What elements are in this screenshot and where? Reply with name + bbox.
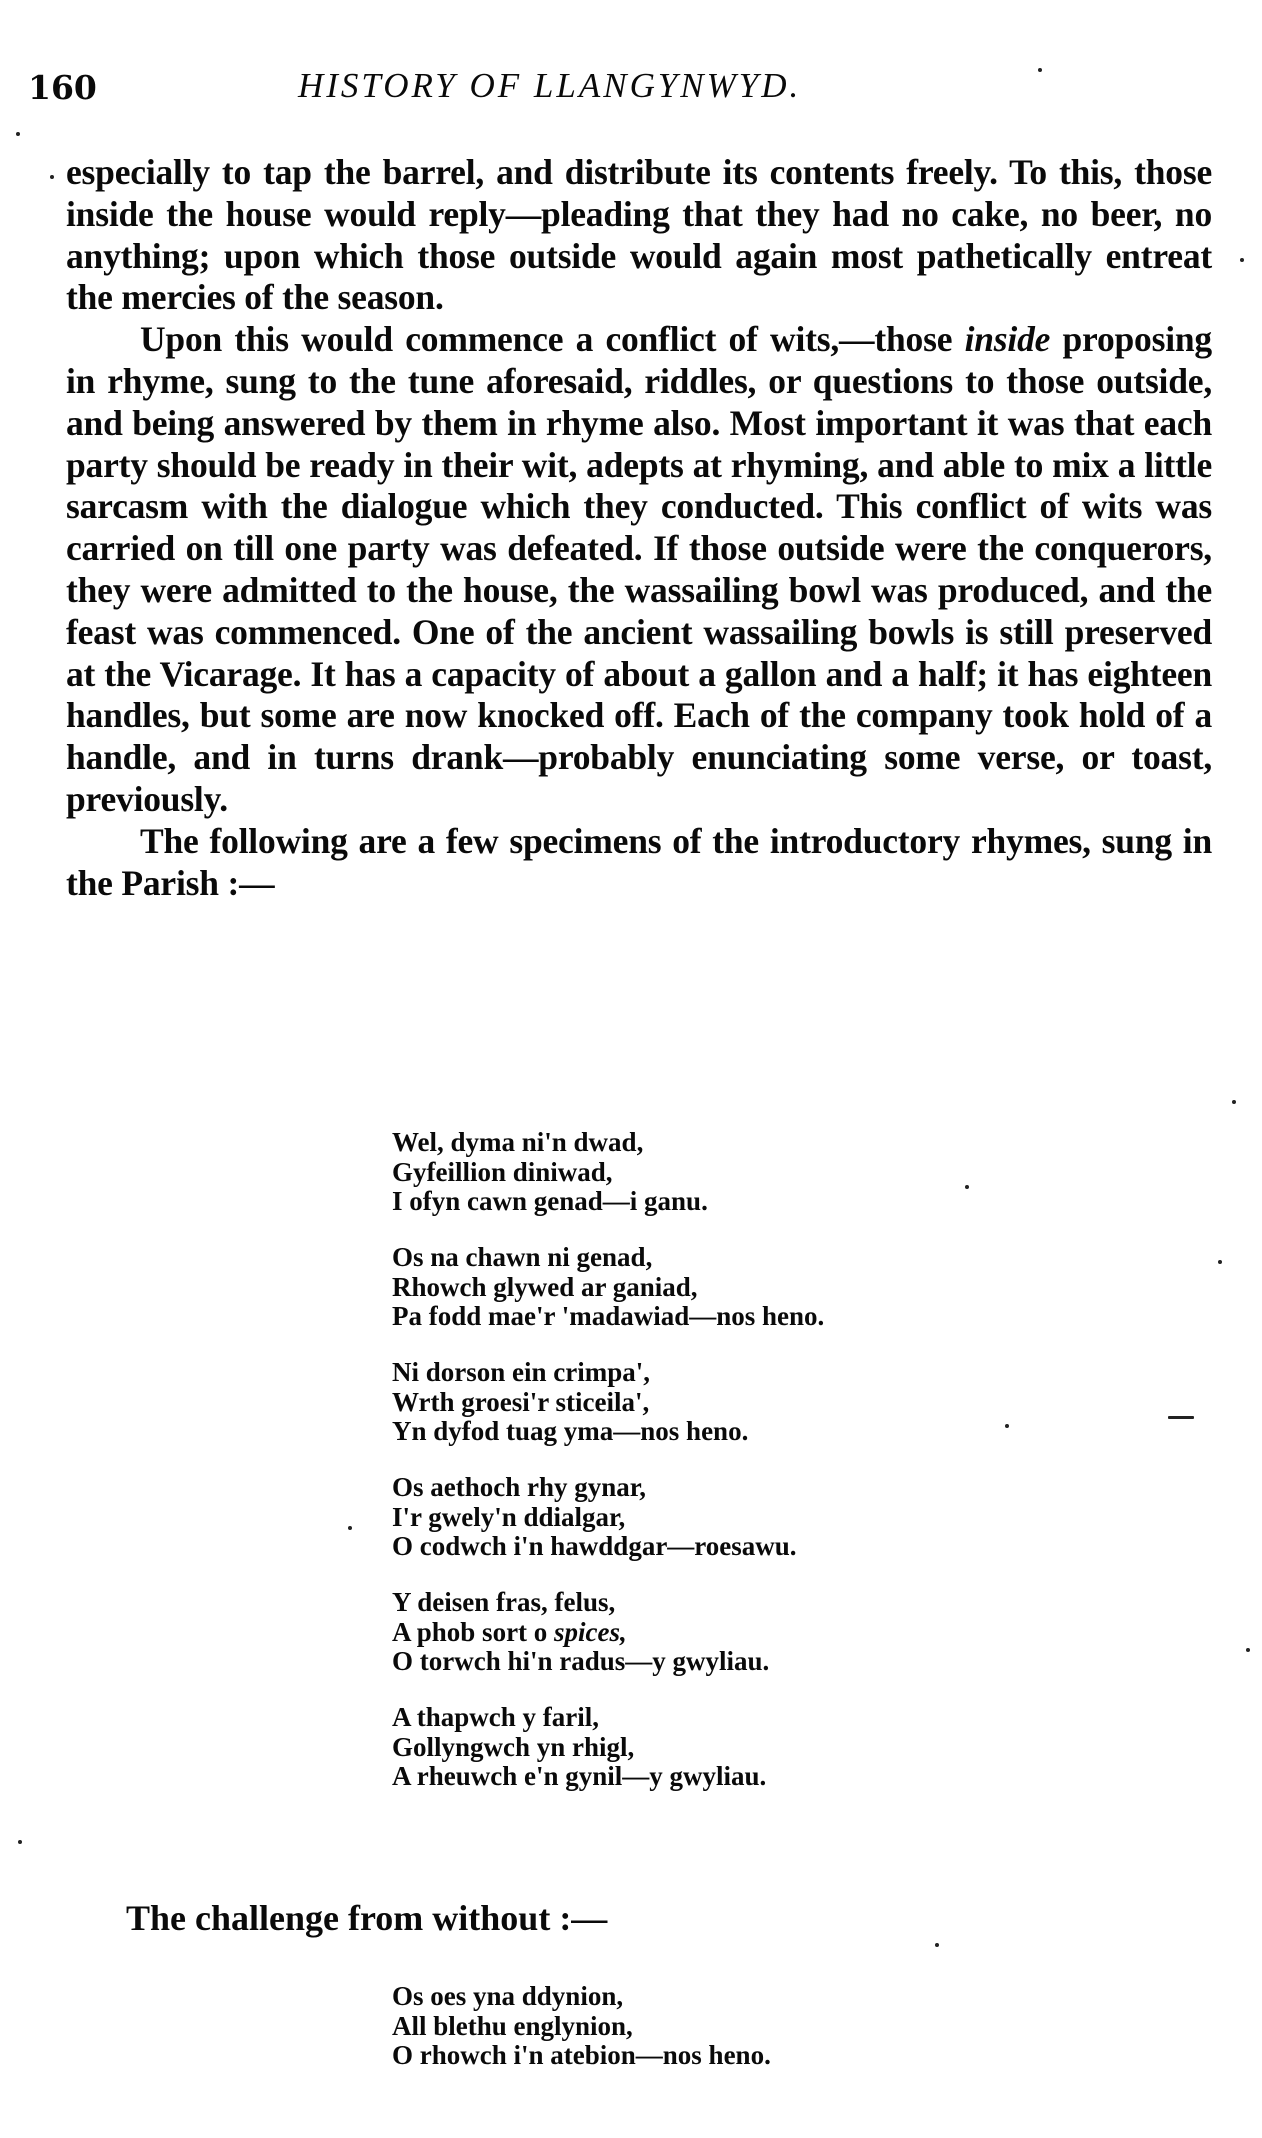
paragraph-1: especially to tap the barrel, and distribute its contents freely. To this, those inside the house would reply—pleading that they had no cake, no beer, no anything; upon which those outside would again most pathetically entreat the mercies of the season. bbox=[66, 152, 1212, 318]
verse-line: Os oes yna ddynion, bbox=[392, 1981, 624, 2011]
stanza-1 bbox=[392, 1128, 824, 1217]
introductory-rhymes bbox=[392, 1128, 824, 1818]
verse-line: Gollyngwch yn rhigl, bbox=[392, 1731, 635, 1762]
scan-speck bbox=[348, 1526, 352, 1530]
verse-line: I ofyn cawn genad—i ganu. bbox=[392, 1186, 708, 1216]
verse-line: O torwch hi'n radus—y gwyliau. bbox=[392, 1646, 770, 1676]
verse-line: Pa fodd mae'r 'madawiad—nos heno. bbox=[392, 1301, 825, 1331]
challenge-heading: The challenge from without :— bbox=[126, 1898, 608, 1938]
paragraph-2 bbox=[66, 319, 1212, 821]
verse-line bbox=[392, 1618, 824, 1648]
challenge-verses bbox=[392, 1982, 771, 2071]
scan-speck bbox=[1038, 68, 1042, 72]
verse-line: O rhowch i'n atebion—nos heno. bbox=[392, 2040, 771, 2070]
body-text bbox=[66, 152, 1212, 904]
scan-speck bbox=[1246, 1648, 1250, 1652]
verse-line: Rhowch glywed ar ganiad, bbox=[392, 1271, 698, 1302]
paragraph-2-lead: Upon this would commence a conflict of wits,—those bbox=[140, 319, 953, 360]
scan-speck bbox=[935, 1943, 939, 1947]
verse-line: Gyfeillion diniwad, bbox=[392, 1156, 613, 1187]
stanza-5 bbox=[392, 1588, 824, 1677]
page-header bbox=[0, 62, 1262, 112]
page-number: 160 bbox=[28, 68, 97, 107]
stanza-6 bbox=[392, 1703, 824, 1792]
scan-speck bbox=[1168, 1416, 1194, 1419]
stanza-2 bbox=[392, 1243, 824, 1332]
verse-line: Ni dorson ein crimpa', bbox=[392, 1357, 651, 1387]
scan-speck bbox=[1240, 258, 1244, 262]
verse-line: Wrth groesi'r sticeila', bbox=[392, 1386, 650, 1417]
verse-line: O codwch i'n hawddgar—roesawu. bbox=[392, 1531, 797, 1561]
scan-speck bbox=[1232, 1100, 1236, 1104]
scan-speck bbox=[18, 1840, 22, 1844]
italic-inside: inside bbox=[964, 319, 1051, 360]
verse-line: Os aethoch rhy gynar, bbox=[392, 1472, 647, 1502]
verse-line: Y deisen fras, felus, bbox=[392, 1587, 616, 1617]
stanza-4 bbox=[392, 1473, 824, 1562]
italic-spices: spices, bbox=[554, 1616, 627, 1647]
paragraph-3: The following are a few specimens of the introductory rhymes, sung in the Parish :— bbox=[66, 820, 1212, 903]
stanza-3 bbox=[392, 1358, 824, 1447]
scan-speck bbox=[16, 132, 20, 136]
scan-speck bbox=[1218, 1260, 1222, 1264]
paragraph-2-text: proposing in rhyme, sung to the tune aforesaid, riddles, or questions to those outside, and being answered by them in rhyme also. Most important it was that each party should be ready in their wit, adepts at rhyming, and able to mix a little sarcasm with the dialogue which they conducted. This conflict of wits was carried on till one party was defeated. If those outside were the conquerors, they were admitted to the house, the wassailing bowl was produced, and the feast was commenced. One of the ancient wassailing bowls is still preserved at the Vicarage. It has a capacity of about a gallon and a half; it has eighteen handles, but some are now knocked off. Each of the company took hold of a handle, and in turns drank—probably enunciating some verse, or toast, previously. bbox=[66, 319, 1212, 819]
verse-line-text: A phob sort o bbox=[392, 1616, 548, 1647]
verse-line: A thapwch y faril, bbox=[392, 1702, 600, 1732]
scan-speck bbox=[965, 1185, 969, 1189]
verse-line: All blethu englynion, bbox=[392, 2010, 633, 2041]
scan-speck bbox=[50, 175, 54, 179]
verse-line: Os na chawn ni genad, bbox=[392, 1242, 653, 1272]
verse-line: Wel, dyma ni'n dwad, bbox=[392, 1127, 644, 1157]
scan-speck bbox=[1005, 1424, 1009, 1428]
verse-line: A rheuwch e'n gynil—y gwyliau. bbox=[392, 1761, 767, 1791]
verse-line: I'r gwely'n ddialgar, bbox=[392, 1501, 626, 1532]
verse-line: Yn dyfod tuag yma—nos heno. bbox=[392, 1416, 749, 1446]
running-title: HISTORY OF LLANGYNWYD. bbox=[298, 66, 802, 105]
